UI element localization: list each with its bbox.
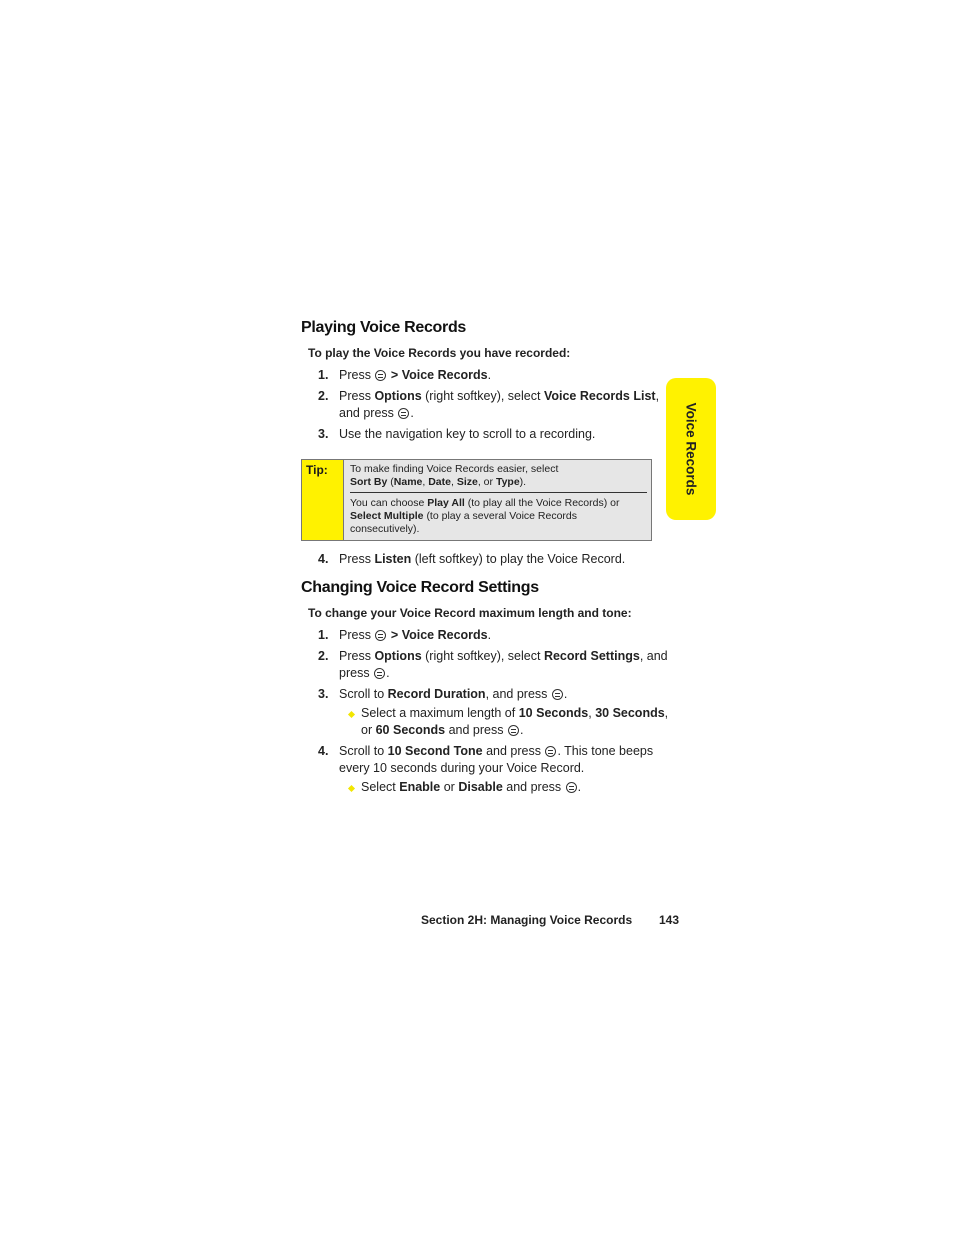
step-text: and press [339, 405, 394, 420]
option-10-seconds: 10 Seconds [518, 706, 589, 720]
step-text: Press [339, 552, 371, 566]
step-number: 4. [318, 744, 329, 758]
menu-path: > Voice Records [390, 368, 488, 382]
tip-text: (to play a several Voice Records [426, 510, 578, 522]
options-softkey: Options [374, 389, 422, 403]
settings-step-4 [318, 743, 658, 777]
step-text: (left softkey) to play the Voice Record. [414, 552, 626, 566]
tip-label: Tip: [302, 460, 344, 540]
step-text: every 10 seconds during your Voice Record. [339, 760, 585, 775]
side-tab-voice-records [666, 378, 716, 520]
step-punct: , [655, 389, 660, 403]
menu-path: > Voice Records [390, 628, 488, 642]
menu-ok-key-icon [375, 370, 386, 381]
bullet-diamond-icon [348, 711, 355, 718]
option-disable: Disable [458, 780, 503, 794]
tip-text: To make finding Voice Records easier, select [350, 463, 559, 475]
step-punct: . [410, 405, 414, 420]
ten-second-tone: 10 Second Tone [387, 744, 483, 758]
menu-ok-key-icon [374, 668, 385, 679]
record-duration: Record Duration [387, 687, 486, 701]
footer-page-number: 143 [659, 913, 680, 927]
heading-changing-settings: Changing Voice Record Settings [301, 579, 539, 596]
step-text: Scroll to [339, 744, 385, 758]
play-all-option: Play All [427, 497, 465, 509]
playing-step-2 [318, 388, 658, 422]
bullet-text: Select [361, 780, 396, 794]
step-text: . This tone beeps [557, 744, 654, 758]
sort-name: Name [393, 476, 423, 488]
step-number: 1. [318, 628, 329, 642]
step-text: (right softkey), select [425, 649, 541, 663]
step-punct: . [386, 665, 390, 680]
bullet-text: Select a maximum length of [361, 706, 516, 720]
step-number: 4. [318, 552, 329, 566]
settings-bullet-2 [361, 779, 661, 796]
record-settings: Record Settings [543, 649, 640, 663]
step-text: Press [339, 649, 371, 663]
intro-playing: To play the Voice Records you have recorded: [308, 346, 571, 360]
tip-text: You can choose [350, 497, 425, 509]
intro-settings: To change your Voice Record maximum length and tone: [308, 606, 632, 620]
step-text: Press [339, 389, 371, 403]
tip-text: ). [519, 476, 527, 488]
tip-text: , [422, 476, 429, 488]
option-60-seconds: 60 Seconds [375, 722, 446, 737]
footer-section-title: Section 2H: Managing Voice Records [421, 913, 633, 927]
bullet-text: or [443, 780, 455, 794]
step-number: 1. [318, 368, 329, 382]
heading-playing-voice-records: Playing Voice Records [301, 319, 467, 336]
bullet-text: and press [448, 722, 504, 737]
step-punct: . [487, 368, 492, 382]
bullet-text: and press [506, 780, 562, 794]
option-30-seconds: 30 Seconds [595, 706, 665, 720]
step-text: Press [339, 628, 371, 642]
bullet-punct: , [664, 706, 669, 720]
tip-paragraph-2 [350, 497, 650, 536]
option-enable: Enable [399, 780, 441, 794]
sort-size: Size [456, 476, 478, 488]
step-text: Press [339, 368, 371, 382]
step-text: , and press [485, 687, 548, 701]
menu-ok-key-icon [552, 689, 563, 700]
menu-ok-key-icon [566, 782, 577, 793]
bullet-punct: . [577, 780, 582, 794]
step-text: press [339, 665, 370, 680]
tip-text: (to play all the Voice Records) or [467, 497, 620, 509]
sort-date: Date [428, 476, 451, 488]
settings-bullet-1 [361, 705, 669, 739]
sort-type: Type [495, 476, 520, 488]
step-number: 2. [318, 649, 329, 663]
side-tab-label: Voice Records [683, 402, 699, 496]
tip-text: , [450, 476, 457, 488]
step-punct: . [487, 628, 492, 642]
tip-box [301, 459, 652, 541]
menu-ok-key-icon [375, 630, 386, 641]
step-text: (right softkey), select [425, 389, 541, 403]
tip-paragraph-1 [350, 463, 650, 489]
menu-ok-key-icon [398, 408, 409, 419]
voice-records-list: Voice Records List [543, 389, 656, 403]
listen-softkey: Listen [374, 552, 412, 566]
options-softkey: Options [374, 649, 422, 663]
menu-ok-key-icon [545, 746, 556, 757]
tip-text: , or [477, 476, 496, 488]
sort-by-option: Sort By [350, 476, 388, 488]
bullet-text: or [361, 722, 373, 737]
bullet-diamond-icon [348, 785, 355, 792]
tip-text: ( [387, 476, 394, 488]
step-text: and press [486, 744, 541, 758]
step-number: 3. [318, 687, 329, 701]
step-text: Scroll to [339, 687, 385, 701]
settings-step-2 [318, 648, 668, 682]
bullet-punct: . [519, 722, 524, 737]
step-number: 3. [318, 427, 329, 441]
menu-ok-key-icon [508, 725, 519, 736]
select-multiple-option: Select Multiple [350, 510, 424, 522]
step-text: Use the navigation key to scroll to a recording. [339, 427, 596, 441]
tip-text: consecutively). [350, 523, 420, 535]
tip-divider [350, 492, 647, 493]
step-punct: . [563, 687, 568, 701]
step-number: 2. [318, 389, 329, 403]
step-text: , and [639, 649, 668, 663]
bullet-punct: , [588, 706, 592, 720]
